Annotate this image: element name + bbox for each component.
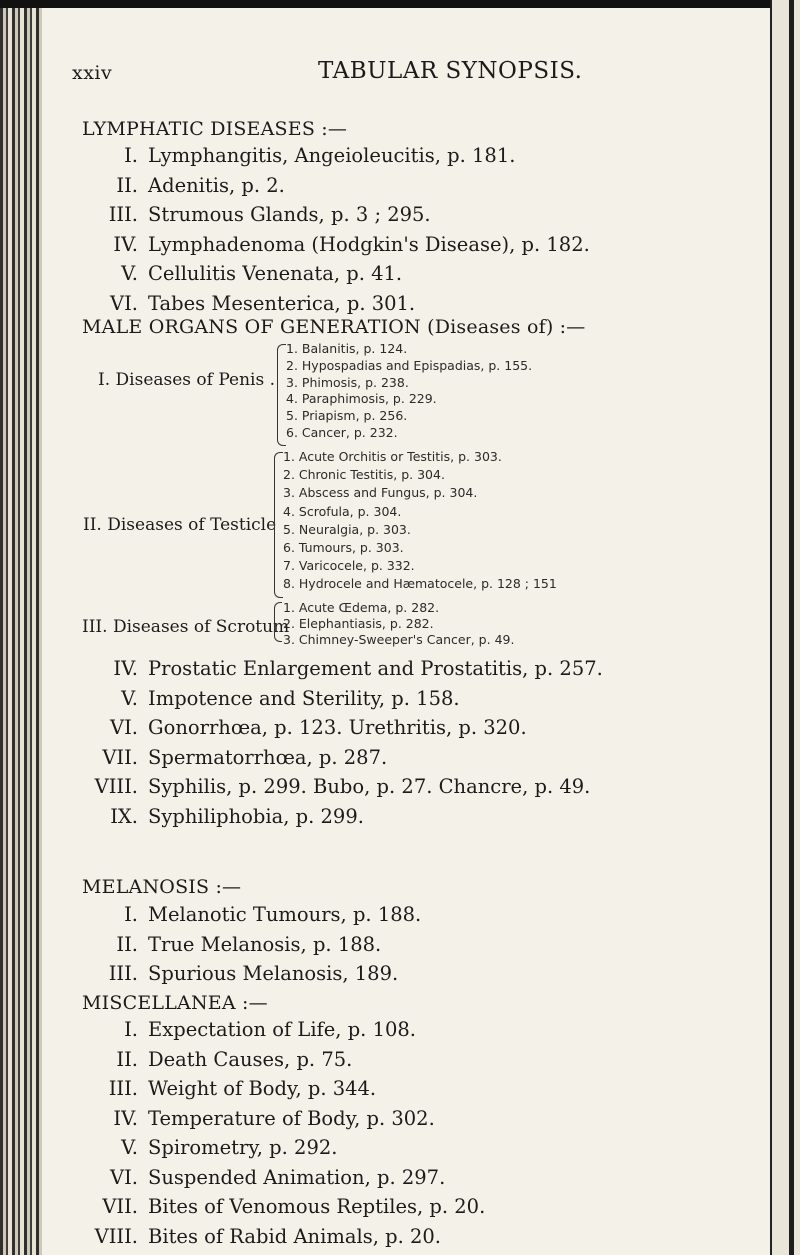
- list-item: [90, 903, 421, 926]
- sub-item: 5. Neuralgia, p. 303.: [283, 521, 411, 537]
- scrotum-brace: [274, 602, 282, 642]
- item-text: Cellulitis Venenata, p. 41.: [148, 262, 403, 285]
- item-numeral: VI.: [110, 1165, 138, 1189]
- list-item: [90, 687, 460, 710]
- top-edge: [0, 0, 800, 8]
- item-numeral: VII.: [102, 745, 138, 769]
- melanosis-heading: MELANOSIS :—: [82, 876, 242, 898]
- scrotum-label: III. Diseases of Scrotum: [82, 617, 290, 637]
- list-item: [90, 775, 590, 798]
- sub-item: 3. Phimosis, p. 238.: [286, 374, 409, 390]
- item-numeral: VI.: [110, 716, 138, 739]
- item-numeral: II.: [116, 173, 138, 197]
- list-item: [90, 1107, 435, 1130]
- list-item: [90, 1195, 485, 1218]
- list-item: [90, 1018, 416, 1041]
- sub-item: 8. Hydrocele and Hæmatocele, p. 128 ; 151: [283, 576, 557, 592]
- item-numeral: VII.: [102, 1195, 138, 1218]
- list-item: [90, 1166, 445, 1189]
- list-item: [90, 1048, 352, 1071]
- sub-item: 1. Acute Orchitis or Testitis, p. 303.: [283, 449, 502, 464]
- item-text: Temperature of Body, p. 302.: [148, 1106, 435, 1130]
- sub-item: 2. Hypospadias and Epispadias, p. 155.: [286, 357, 533, 373]
- penis-label: I. Diseases of Penis .: [98, 370, 276, 390]
- item-numeral: I.: [124, 1018, 138, 1041]
- item-text: True Melanosis, p. 188.: [148, 932, 382, 956]
- sub-item: 2. Elephantiasis, p. 282.: [283, 616, 434, 631]
- item-text: Strumous Glands, p. 3 ; 295.: [148, 203, 431, 226]
- list-item: [90, 657, 603, 680]
- item-text: Bites of Rabid Animals, p. 20.: [148, 1224, 441, 1248]
- page-right-edge: [770, 0, 800, 1255]
- item-numeral: VI.: [110, 291, 138, 315]
- item-numeral: IX.: [110, 804, 138, 828]
- item-text: Impotence and Sterility, p. 158.: [148, 686, 460, 710]
- penis-brace: [277, 344, 286, 446]
- binding-gutter: [0, 0, 42, 1255]
- item-text: Tabes Mesenterica, p. 301.: [148, 291, 416, 315]
- item-text: Adenitis, p. 2.: [148, 173, 285, 197]
- item-numeral: IV.: [113, 657, 138, 680]
- list-item: [90, 933, 381, 956]
- list-item: [90, 262, 402, 285]
- sub-item: 6. Tumours, p. 303.: [283, 540, 404, 555]
- sub-item: 3. Abscess and Fungus, p. 304.: [283, 485, 478, 501]
- testicle-brace: [274, 452, 283, 598]
- list-item: [90, 962, 398, 985]
- item-numeral: III.: [108, 203, 138, 226]
- item-text: Weight of Body, p. 344.: [148, 1077, 377, 1100]
- sub-item: 5. Priapism, p. 256.: [286, 408, 408, 424]
- item-text: Syphiliphobia, p. 299.: [148, 804, 364, 828]
- miscellanea-heading: MISCELLANEA :—: [82, 992, 268, 1014]
- list-item: [90, 1077, 376, 1100]
- item-text: Syphilis, p. 299. Bubo, p. 27. Chancre, p. 49.: [148, 775, 591, 798]
- item-text: Expectation of Life, p. 108.: [148, 1018, 417, 1041]
- sub-item: 4. Paraphimosis, p. 229.: [286, 391, 437, 407]
- item-numeral: V.: [121, 1136, 138, 1159]
- sub-item: 3. Chimney-Sweeper's Cancer, p. 49.: [283, 632, 515, 647]
- sub-item: 1. Acute Œdema, p. 282.: [283, 600, 440, 615]
- item-text: Bites of Venomous Reptiles, p. 20.: [148, 1195, 486, 1218]
- sub-item: 4. Scrofula, p. 304.: [283, 503, 402, 519]
- page-title: TABULAR SYNOPSIS.: [318, 58, 583, 84]
- sub-item: 7. Varicocele, p. 332.: [283, 558, 415, 574]
- item-text: Gonorrhœa, p. 123. Urethritis, p. 320.: [148, 716, 527, 739]
- list-item: [90, 716, 527, 739]
- list-item: [90, 292, 415, 315]
- page-number: xxiv: [72, 62, 113, 84]
- item-numeral: VIII.: [94, 1224, 138, 1248]
- list-item: [90, 805, 364, 828]
- item-text: Suspended Animation, p. 297.: [148, 1165, 446, 1189]
- item-numeral: III.: [108, 962, 138, 985]
- item-numeral: I.: [124, 903, 138, 926]
- item-numeral: III.: [108, 1077, 138, 1100]
- item-numeral: VIII.: [94, 775, 138, 798]
- item-text: Lymphadenoma (Hodgkin's Disease), p. 182.: [148, 232, 590, 256]
- lymphatic-heading: LYMPHATIC DISEASES :—: [82, 118, 348, 140]
- item-text: Death Causes, p. 75.: [148, 1047, 353, 1071]
- male-organs-heading: MALE ORGANS OF GENERATION (Diseases of) :—: [82, 316, 586, 338]
- item-numeral: V.: [121, 686, 138, 710]
- item-numeral: II.: [116, 932, 138, 956]
- list-item: [90, 174, 285, 197]
- item-numeral: I.: [124, 144, 138, 167]
- item-text: Spirometry, p. 292.: [148, 1136, 338, 1159]
- item-text: Lymphangitis, Angeioleucitis, p. 181.: [148, 144, 516, 167]
- sub-item: 1. Balanitis, p. 124.: [286, 341, 408, 356]
- list-item: [90, 203, 431, 226]
- sub-item: 2. Chronic Testitis, p. 304.: [283, 467, 445, 483]
- item-numeral: V.: [121, 262, 138, 285]
- list-item: [90, 233, 590, 256]
- item-text: Melanotic Tumours, p. 188.: [148, 903, 422, 926]
- item-numeral: IV.: [113, 232, 138, 256]
- sub-item: 6. Cancer, p. 232.: [286, 425, 398, 440]
- item-text: Spurious Melanosis, 189.: [148, 962, 399, 985]
- list-item: [90, 1136, 337, 1159]
- list-item: [90, 144, 515, 167]
- item-numeral: IV.: [113, 1106, 138, 1130]
- list-item: [90, 746, 387, 769]
- item-text: Spermatorrhœa, p. 287.: [148, 745, 388, 769]
- item-text: Prostatic Enlargement and Prostatitis, p. 257.: [148, 657, 603, 680]
- testicle-label: II. Diseases of Testicle: [83, 515, 277, 535]
- item-numeral: II.: [116, 1047, 138, 1071]
- list-item: [90, 1225, 441, 1248]
